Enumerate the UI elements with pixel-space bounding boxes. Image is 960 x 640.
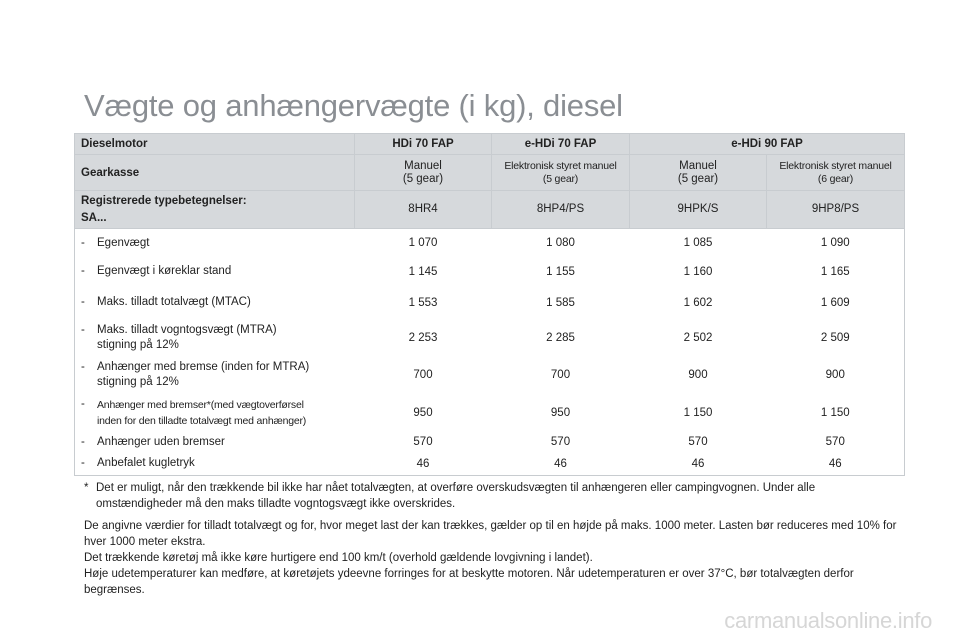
row-value: 1 145 — [408, 265, 438, 278]
row-value: 1 070 — [408, 237, 438, 250]
row-label: Anhænger med bremse (inden for MTRA) stigning på 12% — [97, 361, 310, 388]
row-value: 2 285 — [546, 332, 575, 344]
gearbox-value: Manuel (5 gear) — [630, 155, 767, 191]
table-row: - Egenvægt i køreklar stand 1 145 1 155 1 160 1 165 — [75, 258, 905, 286]
weights-table — [74, 133, 905, 476]
row-value: 46 — [630, 453, 767, 476]
footnote — [84, 480, 904, 512]
row-label: Egenvægt — [97, 236, 150, 249]
gearbox-value: Manuel (5 gear) — [355, 155, 492, 191]
table-row: - Egenvægt 1 070 1 080 1 085 1 090 — [75, 229, 905, 258]
notes — [84, 518, 904, 598]
gearbox-label: Gearkasse — [75, 155, 355, 191]
table-row: - Anhænger med bremser*(med vægtoverførsel inden for den tilladte totalvægt med anhænger) 950 950 1 150 1 150 — [75, 394, 905, 432]
gearbox-value: Elektronisk styret manuel (6 gear) — [767, 155, 905, 191]
row-value: 900 — [688, 369, 708, 381]
row-value: 2 253 — [408, 332, 438, 344]
type-designation-value: 9HP8/PS — [767, 191, 905, 229]
row-value: 570 — [550, 436, 571, 448]
row-value: 570 — [413, 436, 433, 448]
page-title: Vægte og anhængervægte (i kg), diesel — [84, 88, 623, 123]
table-row: - Anbefalet kugletryk 46 46 46 46 — [75, 453, 905, 476]
row-value: 700 — [413, 369, 433, 381]
row-value: 1 155 — [546, 265, 575, 278]
row-label: Anhænger med bremser*(med vægtoverførsel inden for den tilladte totalvægt med anhænger) — [97, 398, 307, 427]
type-designation-value: 8HP4/PS — [492, 191, 630, 229]
row-value: 570 — [688, 436, 708, 448]
type-designation-label: Registrerede typebetegnelser: SA... — [75, 191, 355, 229]
table-row: - Anhænger med bremse (inden for MTRA) stigning på 12% 700 700 900 900 — [75, 357, 905, 394]
engine-col-ehdi90: e-HDi 90 FAP — [630, 134, 905, 155]
type-designation-value: 9HPK/S — [630, 191, 767, 229]
row-value: 570 — [767, 432, 905, 453]
row-value: 46 — [767, 453, 905, 476]
footnote-mark: * — [84, 482, 89, 494]
table-row: - Anhænger uden bremser 570 570 570 570 — [75, 432, 905, 453]
engine-header-row — [75, 134, 905, 155]
row-value: 2 509 — [767, 320, 905, 357]
watermark: carmanualsonline.info — [724, 608, 932, 633]
row-value: 1 090 — [767, 229, 905, 258]
note-temperature: Høje udetemperaturer kan medføre, at køretøjets ydeevne forringes for at beskytte motoren. Når udetemperaturen er over 37°C, bør totalvægten derfor begrænses. — [84, 568, 854, 596]
row-value: 1 150 — [767, 394, 905, 432]
row-value: 1 165 — [767, 258, 905, 286]
row-value: 950 — [550, 406, 571, 419]
row-value: 1 585 — [546, 296, 575, 309]
footnote-text: Det er muligt, når den trækkende bil ikke har nået totalvægten, at overføre overskudsvægten til anhængeren eller campingvognen. Under alle omstændigheder må den maks tilladte vogntogsvægt ikke overskrides. — [96, 482, 816, 510]
engine-col-ehdi70: e-HDi 70 FAP — [492, 134, 630, 155]
row-value: 46 — [355, 453, 492, 476]
note-altitude: De angivne værdier for tilladt totalvægt og for, hvor meget last der kan trækkes, gælder op til en højde på maks. 1000 meter. Lasten bør reduceres med 10% for hver 1000 meter ekstra. — [84, 520, 897, 548]
gearbox-row — [75, 155, 905, 191]
row-label: Anbefalet kugletryk — [97, 457, 195, 470]
row-value: 950 — [413, 406, 433, 419]
row-value: 46 — [492, 453, 630, 476]
row-value: 900 — [767, 357, 905, 394]
type-designation-row — [75, 191, 905, 229]
gearbox-value: Elektronisk styret manuel (5 gear) — [492, 155, 630, 191]
row-value: 1 160 — [683, 265, 713, 278]
row-value: 1 602 — [683, 296, 713, 309]
engine-label: Dieselmotor — [75, 134, 355, 155]
row-value: 1 553 — [408, 296, 438, 309]
note-speed: Det trækkende køretøj må ikke køre hurtigere end 100 km/t (overhold gældende lovgivning i landet). — [84, 552, 593, 564]
row-value: 1 080 — [546, 237, 575, 250]
row-label: Egenvægt i køreklar stand — [97, 265, 232, 277]
row-value: 1 150 — [683, 406, 713, 419]
table-row: - Maks. tilladt totalvægt (MTAC) 1 553 1 585 1 602 1 609 — [75, 286, 905, 320]
engine-col-hdi70: HDi 70 FAP — [355, 134, 492, 155]
row-label: Maks. tilladt totalvægt (MTAC) — [97, 296, 251, 308]
row-value: 700 — [550, 369, 571, 381]
type-designation-value: 8HR4 — [355, 191, 492, 229]
row-value: 1 085 — [683, 237, 713, 250]
row-label: Maks. tilladt vogntogsvægt (MTRA) stigning på 12% — [97, 324, 277, 351]
table-row: - Maks. tilladt vogntogsvægt (MTRA) stigning på 12% 2 253 2 285 2 502 2 509 — [75, 320, 905, 357]
row-value: 2 502 — [683, 332, 713, 344]
row-label: Anhænger uden bremser — [97, 435, 225, 448]
row-value: 1 609 — [767, 286, 905, 320]
